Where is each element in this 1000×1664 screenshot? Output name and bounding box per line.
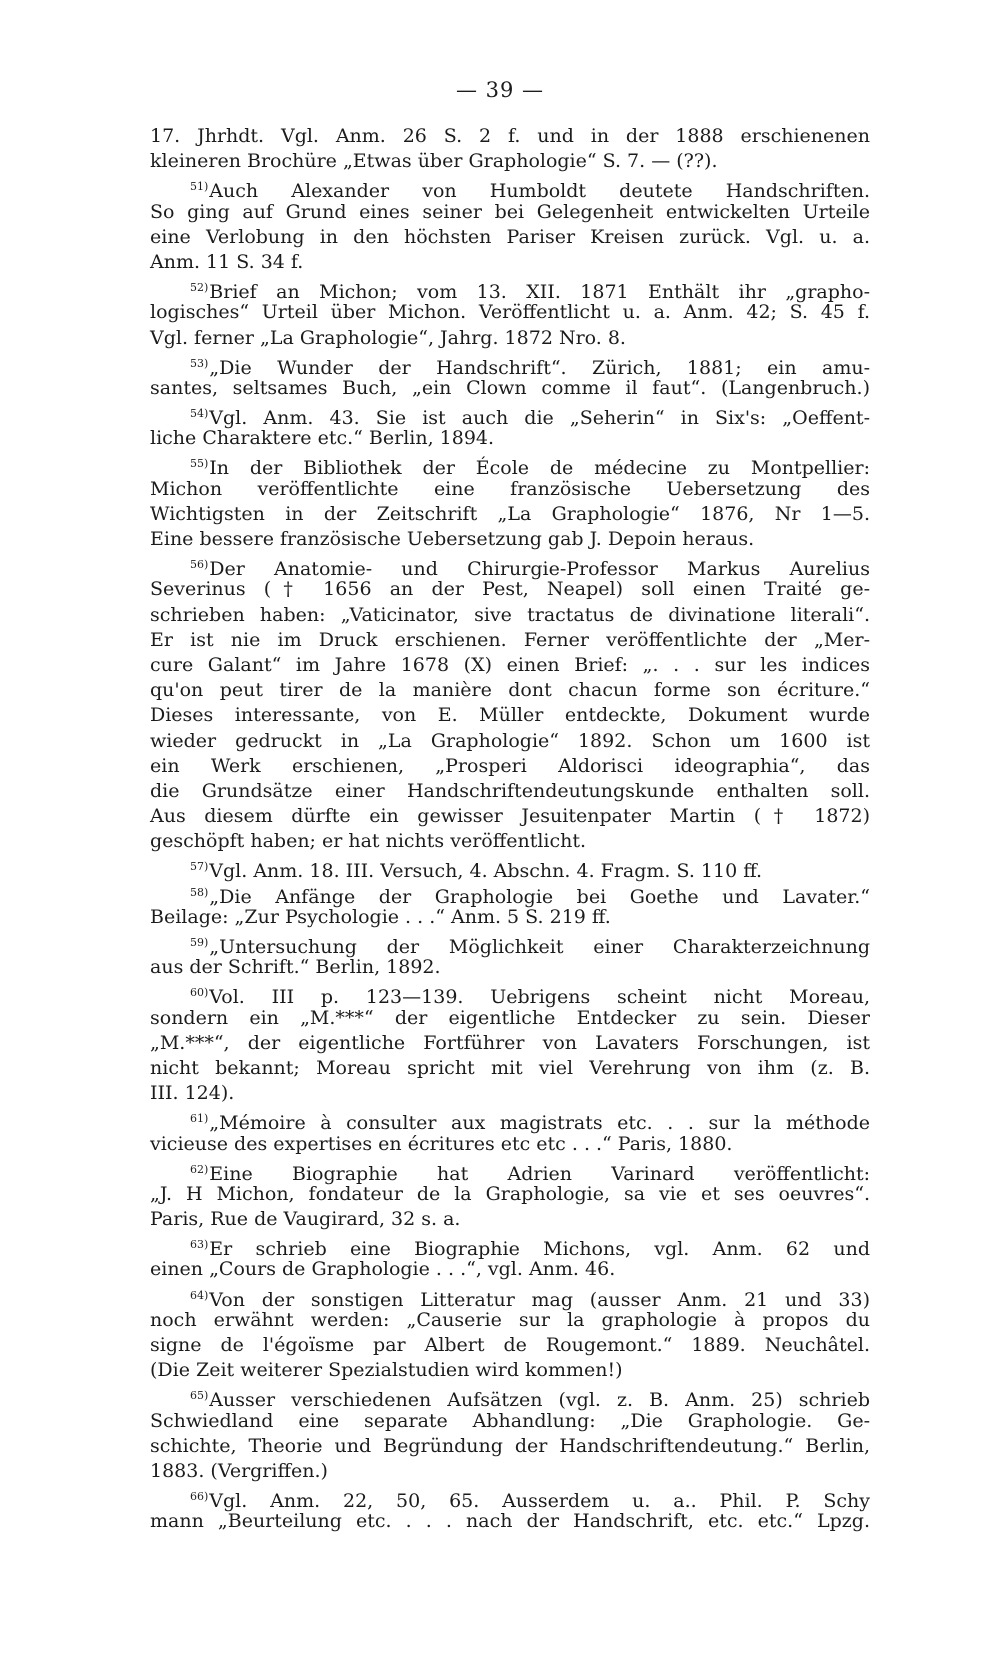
footnote-text-block [150,124,870,1535]
line-text: „J. H Michon, fondateur de la Graphologie, sa vie et ses oeuvres“. [150,1182,870,1205]
text-line [150,905,870,930]
footnote-marker: 59) [190,936,209,949]
line-text: Brief an Michon; vom 13. XII. 1871 Enthält ihr „grapho- [209,281,870,304]
text-line [150,729,870,754]
line-text: Anm. 11 S. 34 f. [150,250,304,273]
line-text: Vgl. Anm. 22, 50, 65. Ausserdem u. a.. Phil. P. Schy [209,1490,870,1513]
footnote-start-line [150,1232,870,1261]
text-line [150,149,870,174]
line-text: Auch Alexander von Humboldt deutete Handschriften. [209,180,870,203]
text-line [150,1006,870,1031]
footnote-start-line [150,1106,870,1135]
line-text: (Die Zeit weiterer Spezialstudien wird kommen!) [150,1359,623,1382]
line-text: Eine Biographie hat Adrien Varinard veröffentlicht: [209,1162,870,1185]
line-text: In der Bibliothek der École de médecine zu Montpellier: [209,457,870,480]
footnote-marker: 57) [190,860,209,874]
line-text: schichte, Theorie und Begründung der Handschriftendeutung.“ Berlin, [150,1434,870,1457]
footnote-start-line [150,980,870,1009]
footnote-marker: 51) [190,180,209,194]
line-text: Schwiedland eine separate Abhandlung: „Die Graphologie. Ge- [150,1409,870,1432]
text-line [150,754,870,779]
line-text: wieder gedruckt in „La Graphologie“ 1892. Schon um 1600 ist [150,729,870,752]
line-text: mann „Beurteilung etc. . . . nach der Handschrift, etc. etc.“ Lpzg. [150,1510,870,1533]
text-line [150,1056,870,1081]
line-text: Michon veröffentlichte eine französische Uebersetzung des [150,477,870,500]
text-line [150,426,870,451]
line-text: sondern ein „M.***“ der eigentliche Entdecker zu sein. Dieser [150,1006,870,1029]
text-line [150,527,870,552]
text-line [150,1182,870,1207]
text-line [150,477,870,502]
line-text: liche Charaktere etc.“ Berlin, 1894. [150,427,495,450]
text-line [150,804,870,829]
line-text: santes, seltsames Buch, „ein Clown comme il faut“. (Langenbruch.) [150,376,870,399]
footnote-marker: 55) [190,457,209,471]
line-text: cure Galant“ im Jahre 1678 (X) einen Brief: „. . . sur les indices [150,653,870,676]
footnote-start-line [150,1484,870,1513]
line-text: kleineren Brochüre „Etwas über Graphologie“ S. 7. — (??). [150,150,718,173]
footnote-start-line [150,1157,870,1185]
footnote-start-line [150,1383,870,1412]
footnote-start-line [150,930,870,958]
text-line [150,300,870,325]
text-line [150,1308,870,1333]
line-text: Von der sonstigen Litteratur mag (ausser Anm. 21 und 33) [209,1288,870,1311]
footnote-marker: 62) [190,1162,209,1176]
footnote-start-line [150,552,870,581]
text-line [150,502,870,527]
footnote-start-line [150,451,870,480]
line-text: geschöpft haben; er hat nichts veröffentlicht. [150,830,587,853]
text-line [150,628,870,653]
line-text: vicieuse des expertises en écritures etc etc . . .“ Paris, 1880. [150,1132,733,1155]
text-line [150,829,870,854]
footnote-start-line [150,401,870,430]
line-text: Vgl. Anm. 18. III. Versuch, 4. Abschn. 4. Fragm. S. 110 ff. [209,860,763,883]
text-line [150,124,870,149]
footnote-marker: 64) [190,1288,209,1302]
text-line [150,1132,870,1157]
line-text: logisches“ Urteil über Michon. Veröffentlicht u. a. Anm. 42; S. 45 f. [150,301,870,324]
footnote-start-line [150,275,870,304]
line-text: 1883. (Vergriffen.) [150,1459,328,1482]
line-text: „Die Wunder der Handschrift“. Zürich, 1881; ein amu- [209,356,870,379]
text-line [150,653,870,678]
text-line [150,1207,870,1232]
line-text: Severinus († 1656 an der Pest, Neapel) soll einen Traité ge- [150,578,870,601]
line-text: Dieses interessante, von E. Müller entdeckte, Dokument wurde [150,704,870,727]
footnote-start-line [150,174,870,203]
line-text: aus der Schrift.“ Berlin, 1892. [150,956,441,979]
text-line [150,955,870,980]
text-line [150,1434,870,1459]
text-line [150,326,870,351]
text-line [150,1509,870,1534]
text-line [150,1409,870,1434]
footnote-marker: 65) [190,1389,209,1403]
text-line [150,200,870,225]
line-text: qu'on peut tirer de la manière dont chacun forme son écriture.“ [150,679,870,702]
line-text: „M.***“, der eigentliche Fortführer von Lavaters Forschungen, ist [150,1031,870,1054]
text-line [150,250,870,275]
text-line [150,1031,870,1056]
line-text: einen „Cours de Graphologie . . .“, vgl. Anm. 46. [150,1258,616,1281]
footnote-marker: 53) [190,356,209,370]
footnote-marker: 52) [190,281,209,295]
line-text: 17. Jhrhdt. Vgl. Anm. 26 S. 2 f. und in der 1888 erschienenen [150,125,870,147]
text-line [150,603,870,628]
footnote-marker: 58) [190,885,209,899]
line-text: Eine bessere französische Uebersetzung gab J. Depoin heraus. [150,528,755,550]
line-text: Er ist nie im Druck erschienen. Ferner veröffentlichte der „Mer- [150,628,870,651]
text-line [150,225,870,250]
text-line [150,703,870,728]
footnote-marker: 54) [190,407,209,421]
line-text: eine Verlobung in den höchsten Pariser Kreisen zurück. Vgl. u. a. [150,225,870,248]
line-text: schrieben haben: „Vaticinator, sive tractatus de divinatione literali“. [150,603,870,626]
line-text: Der Anatomie- und Chirurgie-Professor Markus Aurelius [209,558,870,581]
line-text: So ging auf Grund eines seiner bei Gelegenheit entwickelten Urteile [150,200,870,223]
page-number: — 39 — [455,78,545,102]
line-text: die Grundsätze einer Handschriftendeutungskunde enthalten soll. [150,779,870,802]
text-line [150,1333,870,1358]
line-text: III. 124). [150,1082,235,1105]
footnote-marker: 56) [190,558,209,572]
line-text: Vol. III p. 123—139. Uebrigens scheint nicht Moreau, [209,986,870,1009]
line-text: Aus diesem dürfte ein gewisser Jesuitenpater Martin († 1872) [150,805,870,828]
text-line [150,1081,870,1106]
text-line [150,1257,870,1282]
footnote-marker: 61) [190,1112,209,1126]
footnote-marker: 60) [190,986,209,1000]
line-text: Vgl. ferner „La Graphologie“, Jahrg. 1872 Nro. 8. [150,326,626,349]
footnote-start-line [150,1283,870,1311]
text-line [150,376,870,401]
line-text: „Untersuchung der Möglichkeit einer Charakterzeichnung [209,936,870,958]
footnote-marker: 66) [190,1490,209,1504]
line-text: Wichtigsten in der Zeitschrift „La Graphologie“ 1876, Nr 1—5. [150,502,870,525]
text-line [150,1358,870,1383]
line-text: „Mémoire à consulter aux magistrats etc. . . sur la méthode [209,1112,870,1135]
line-text: „Die Anfänge der Graphologie bei Goethe und Lavater.“ [209,885,870,908]
line-text: Er schrieb eine Biographie Michons, vgl. Anm. 62 und [209,1238,870,1261]
line-text: Paris, Rue de Vaugirard, 32 s. a. [150,1208,461,1231]
line-text: signe de l'égoïsme par Albert de Rougemont.“ 1889. Neuchâtel. [150,1334,870,1356]
line-text: ein Werk erschienen, „Prosperi Aldorisci ideographia“, das [150,754,870,777]
line-text: Beilage: „Zur Psychologie . . .“ Anm. 5 S. 219 ff. [150,905,611,928]
footnote-start-line [150,880,870,908]
text-line [150,577,870,602]
footnote-start-line [150,351,870,379]
footnote-marker: 63) [190,1238,209,1252]
line-text: Ausser verschiedenen Aufsätzen (vgl. z. B. Anm. 25) schrieb [209,1389,870,1412]
line-text: nicht bekannt; Moreau spricht mit viel Verehrung von ihm (z. B. [150,1056,870,1079]
line-text: Vgl. Anm. 43. Sie ist auch die „Seherin“ in Six's: „Oeffent- [209,407,870,430]
text-line [150,779,870,804]
footnote-start-line [150,854,870,883]
text-line [150,1459,870,1484]
text-line [150,678,870,703]
line-text: noch erwähnt werden: „Causerie sur la graphologie à propos du [150,1308,870,1331]
